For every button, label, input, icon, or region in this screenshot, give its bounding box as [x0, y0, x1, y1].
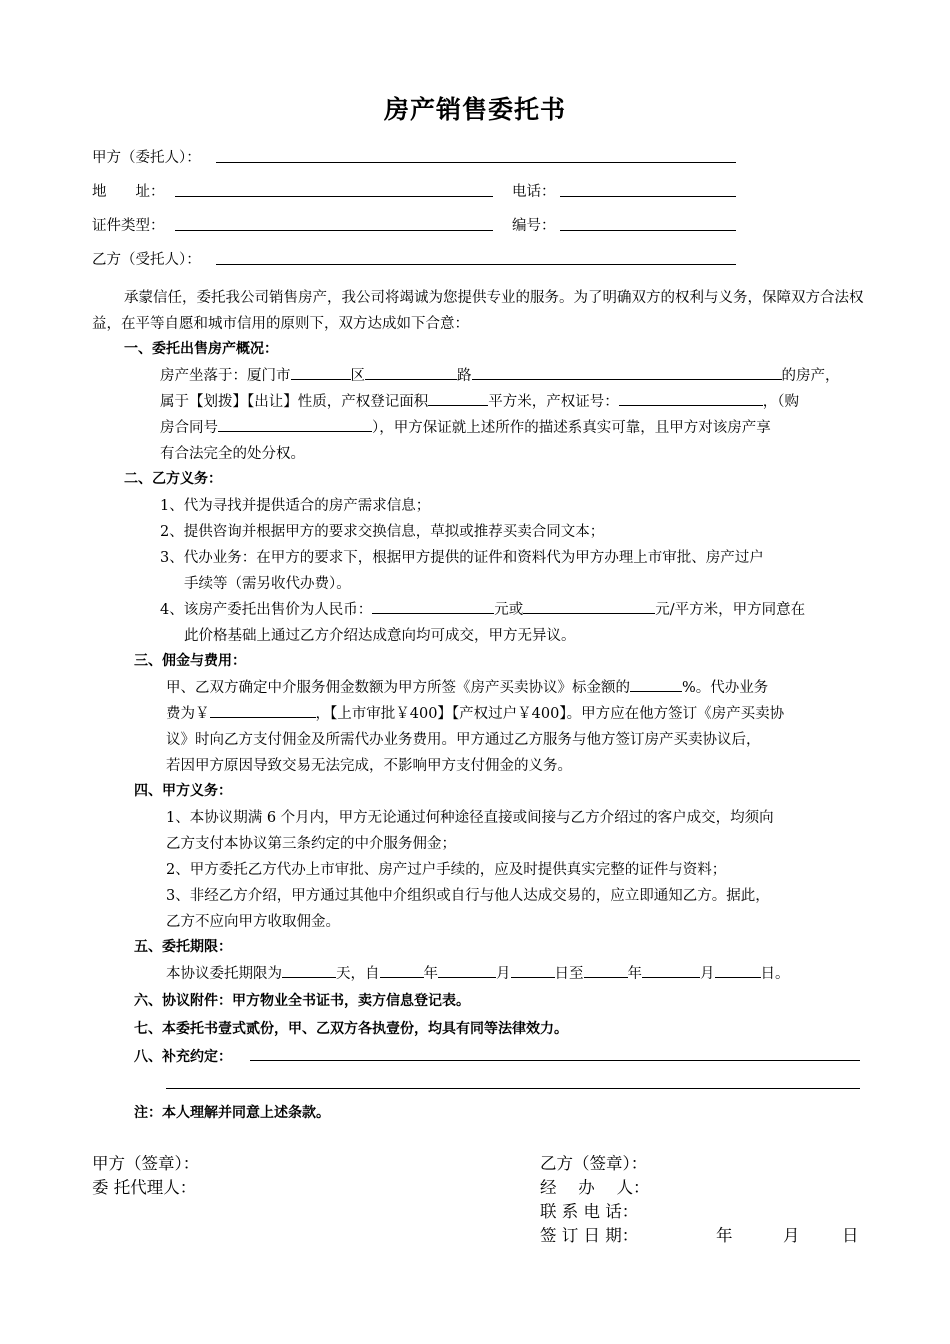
s2-item: 此价格基础上通过乙方介绍达成意向均可成交，甲方无异议。 — [184, 628, 576, 644]
s4-item: 乙方支付本协议第三条约定的中介服务佣金； — [166, 836, 456, 852]
s4-item: 3、非经乙方介绍，甲方通过其他中介组织或自行与他人达成交易的，应立即通知乙方。据此， — [166, 888, 770, 904]
intro-paragraph: 承蒙信任，委托我公司销售房产，我公司将竭诚为您提供专业的服务。为了明确双方的权利与义务，保障双方合法权益，在平等自愿和城市信用的原则下，双方达成如下合意： — [92, 290, 864, 332]
id-no-label: 编号： — [512, 218, 556, 234]
address-field[interactable] — [175, 196, 493, 197]
s3-line: 若因甲方原因导致交易无法完成，不影响甲方支付佣金的义务。 — [166, 758, 572, 774]
note: 注：本人理解并同意上述条款。 — [134, 1105, 330, 1121]
party-b-phone: 联 系 电 话： — [540, 1202, 639, 1221]
section-2-heading: 二、乙方义务： — [124, 471, 222, 487]
sign-date-month: 月 — [783, 1226, 800, 1245]
party-b-field[interactable] — [216, 264, 736, 265]
party-b-signature: 乙方（签章）： — [540, 1154, 648, 1173]
party-b-handler: 经 办 人： — [540, 1178, 650, 1197]
supplement-field[interactable] — [166, 1088, 860, 1089]
id-no-field[interactable] — [560, 230, 736, 231]
party-a-field[interactable] — [216, 162, 736, 163]
section-5-heading: 五、委托期限： — [134, 939, 232, 955]
s2-item: 1、代为寻找并提供适合的房产需求信息； — [160, 498, 431, 514]
section-6: 六、协议附件：甲方物业全书证书，卖方信息登记表。 — [134, 993, 470, 1009]
s1-line: 有合法完全的处分权。 — [160, 446, 305, 462]
party-b-label: 乙方（受托人）： — [92, 252, 201, 268]
sign-date-day: 日 — [842, 1226, 859, 1245]
section-8-heading: 八、补充约定： — [134, 1049, 232, 1065]
address-label: 地 址： — [92, 184, 165, 200]
section-3-heading: 三、佣金与费用： — [134, 653, 246, 669]
s2-item: 2、提供咨询并根据甲方的要求交换信息，草拟或推荐买卖合同文本； — [160, 524, 605, 540]
s4-item: 2、甲方委托乙方代办上市审批、房产过户手续的，应及时提供真实完整的证件与资料； — [166, 862, 727, 878]
s4-item: 乙方不应向甲方收取佣金。 — [166, 914, 340, 930]
s3-line: 甲、乙双方确定中介服务佣金数额为甲方所签《房产买卖协议》标金额的 %。代办业务 — [166, 676, 768, 697]
section-7: 七、本委托书壹式贰份，甲、乙双方各执壹份，均具有同等法律效力。 — [134, 1021, 568, 1037]
section-4-heading: 四、甲方义务： — [134, 783, 232, 799]
s3-line: 议》时向乙方支付佣金及所需代办业务费用。甲方通过乙方服务与他方签订房产买卖协议后， — [166, 732, 761, 748]
s4-item: 1、本协议期满 6 个月内，甲方无论通过何种途径直接或间接与乙方介绍过的客户成交，均须向 — [166, 810, 774, 826]
sign-date-year: 年 — [716, 1226, 733, 1245]
sign-date: 签 订 日 期： — [540, 1226, 639, 1245]
party-a-label: 甲方（委托人）： — [92, 150, 201, 166]
s3-line: 费为￥ ，【上市审批￥400】【产权过户￥400】。甲方应在他方签订《房产买卖协 — [166, 702, 784, 723]
id-type-label: 证件类型： — [92, 218, 165, 234]
phone-label: 电话： — [512, 184, 556, 200]
party-a-signature: 甲方（签章）： — [92, 1154, 200, 1173]
s2-item: 3、代办业务：在甲方的要求下，根据甲方提供的证件和资料代为甲方办理上市审批、房产过户 — [160, 550, 764, 566]
section-1-heading: 一、委托出售房产概况： — [124, 341, 278, 357]
phone-field[interactable] — [560, 196, 736, 197]
s1-line: 房合同号 ），甲方保证就上述所作的描述系真实可靠，且甲方对该房产享 — [160, 416, 771, 437]
s2-item: 4、该房产委托出售价为人民币： 元或 元/平方米，甲方同意在 — [160, 598, 805, 619]
supplement-field[interactable] — [250, 1060, 860, 1061]
s1-line: 属于【划拨】【出让】性质，产权登记面积 平方米，产权证号： ，（购 — [160, 390, 799, 411]
party-a-agent: 委 托代理人： — [92, 1178, 197, 1197]
s5-line: 本协议委托期限为 天，自 年 月 日至 年 月 日。 — [166, 962, 790, 983]
id-type-field[interactable] — [175, 230, 493, 231]
page-title: 房产销售委托书 — [383, 95, 566, 124]
s2-item: 手续等（需另收代办费）。 — [184, 576, 351, 592]
s1-line: 房产坐落于：厦门市 区 路 的房产， — [160, 364, 840, 385]
